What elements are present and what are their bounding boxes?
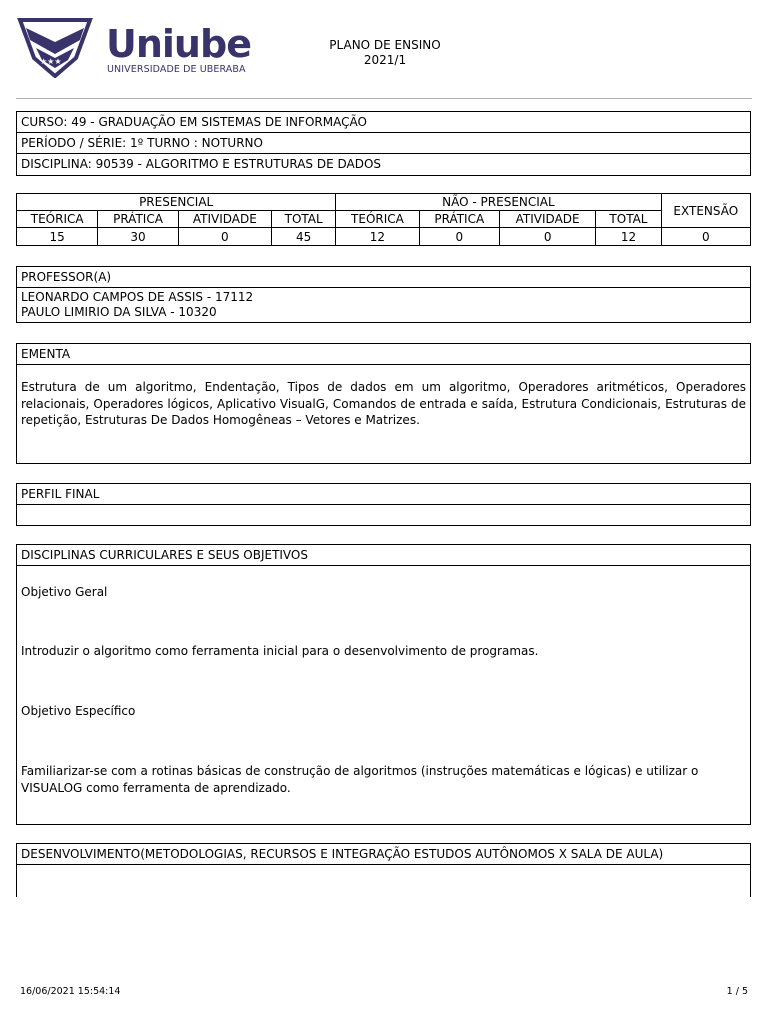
objetivo-geral-label: Objetivo Geral	[21, 585, 108, 599]
col-header: ATIVIDADE	[178, 211, 271, 228]
objetivos-title: DISCIPLINAS CURRICULARES E SEUS OBJETIVOS	[17, 545, 750, 566]
ementa-text: Estrutura de um algoritmo, Endentação, Tipos de dados em um algoritmo, Operadores aritméticos, Operadores relacionais, Operadores lógicos, Aplicativo VisualG, Comandos de entrada e saída, Estrutura Condicionais, Estruturas de repetição, Estruturas De Dados Homogêneas – Vetores e Matrizes.	[21, 380, 746, 427]
col-header: PRÁTICA	[419, 211, 499, 228]
svg-text:★★★: ★★★	[40, 57, 62, 66]
hours-value: 0	[499, 228, 595, 246]
hours-value: 45	[272, 228, 336, 246]
discipline-row: DISCIPLINA: 90539 - ALGORITMO E ESTRUTURAS DE DADOS	[21, 157, 382, 171]
col-header: TEÓRICA	[17, 211, 98, 228]
professor-title: PROFESSOR(A)	[17, 267, 750, 288]
hours-value: 30	[98, 228, 178, 246]
extensao-value: 0	[661, 228, 750, 246]
desenvolvimento-box	[16, 843, 751, 897]
hours-value: 0	[178, 228, 271, 246]
footer-timestamp: 16/06/2021 15:54:14	[20, 986, 121, 997]
hours-value: 12	[596, 228, 661, 246]
university-logo	[16, 18, 276, 80]
ementa-title: EMENTA	[17, 344, 750, 365]
doc-period-text: 2021/1	[363, 53, 407, 67]
perfil-box	[16, 483, 751, 526]
hours-value: 15	[17, 228, 98, 246]
header-divider	[16, 98, 752, 99]
objetivos-box	[16, 544, 751, 825]
hours-value: 12	[336, 228, 419, 246]
hours-value: 0	[419, 228, 499, 246]
col-header: TOTAL	[596, 211, 661, 228]
shield-emblem-icon	[16, 18, 94, 78]
hours-table	[16, 193, 751, 246]
col-header: ATIVIDADE	[499, 211, 595, 228]
professor-name: PAULO LIMIRIO DA SILVA - 10320	[21, 304, 217, 319]
col-header: PRÁTICA	[98, 211, 178, 228]
period-row: PERÍODO / SÉRIE: 1º TURNO : NOTURNO	[17, 133, 750, 154]
course-info-box	[16, 111, 751, 176]
professor-name: LEONARDO CAMPOS DE ASSIS - 17112	[21, 290, 254, 304]
perfil-title: PERFIL FINAL	[17, 484, 750, 505]
document-title	[310, 38, 460, 68]
objetivo-especifico-text: Familiarizar-se com a rotinas básicas de construção de algoritmos (instruções matemáticas e lógicas) e utilizar o VISUALOG como ferramenta de aprendizado.	[21, 764, 699, 795]
nao-presencial-header: NÃO - PRESENCIAL	[336, 194, 661, 211]
footer-page-number: 1 / 5	[726, 986, 748, 997]
logo-name: Uniube	[106, 22, 251, 66]
extensao-header: EXTENSÃO	[661, 194, 750, 228]
objetivo-geral-text: Introduzir o algoritmo como ferramenta inicial para o desenvolvimento de programas.	[21, 644, 539, 658]
objetivo-especifico-label: Objetivo Específico	[21, 704, 136, 718]
doc-title-text: PLANO DE ENSINO	[329, 38, 441, 52]
professor-box	[16, 266, 751, 323]
logo-subtitle: UNIVERSIDADE DE UBERABA	[107, 64, 246, 75]
professor-list	[17, 288, 750, 322]
desenvolvimento-title: DESENVOLVIMENTO(METODOLOGIAS, RECURSOS E INTEGRAÇÃO ESTUDOS AUTÔNOMOS X SALA DE AULA)	[17, 844, 750, 865]
course-row: CURSO: 49 - GRADUAÇÃO EM SISTEMAS DE INFORMAÇÃO	[17, 112, 750, 133]
presencial-header: PRESENCIAL	[17, 194, 336, 211]
ementa-box	[16, 343, 751, 464]
col-header: TEÓRICA	[336, 211, 419, 228]
col-header: TOTAL	[272, 211, 336, 228]
